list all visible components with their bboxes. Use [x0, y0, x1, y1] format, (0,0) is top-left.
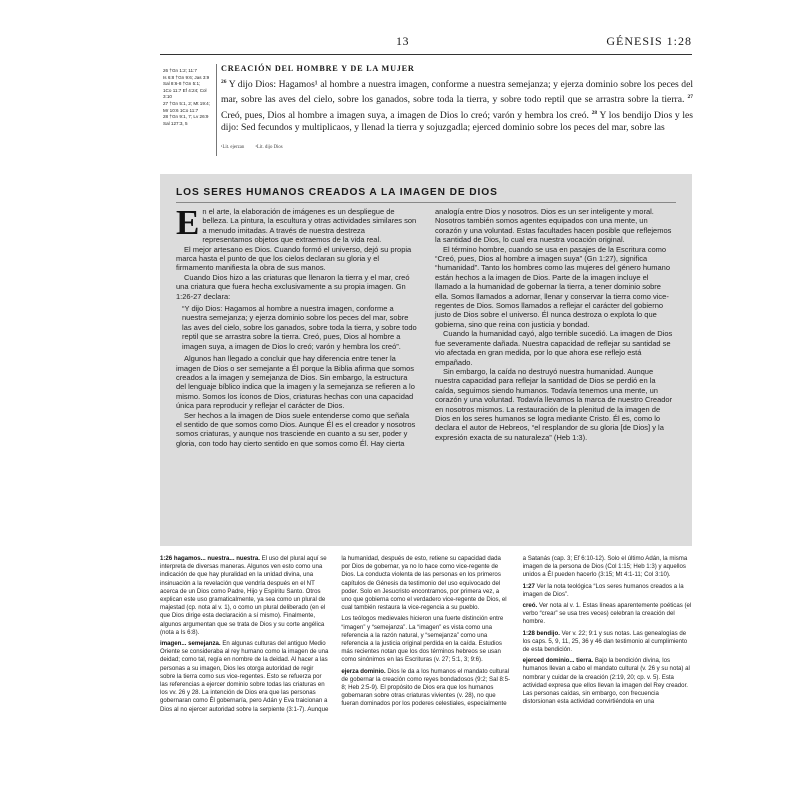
verse-number: 28	[591, 109, 598, 116]
essay-paragraph: Cuando la humanidad cayó, algo terrible sucedió. La imagen de Dios fue severamente dañada. Nuestra capacidad de reflejar su santidad se vio afectada en gran medida, por lo que ahora ese reflejo está empañado.	[435, 329, 673, 367]
essay-body	[176, 203, 676, 540]
scripture-text	[221, 64, 693, 134]
study-note: creó. Ver nota al v. 1. Estas líneas aparentemente poéticas (el verbo “crear” se usa tres veces) celebran la creación del hombre.	[522, 602, 692, 626]
cross-reference-column	[163, 68, 213, 127]
header-rule	[160, 54, 692, 55]
study-note: Los teólogos medievales hicieron una fuerte distinción entre “imagen” y “semejanza”. La “imagen” es vista como una referencia a la razón natural, y “semejanza” como una referencia a la justicia original perdida en la caída. Estudios más recientes notan que los dos términos hebreos se usan como sinónimos en las Escrituras (v. 27; 5:1, 3; 9:6).	[341, 615, 504, 664]
drop-cap: E	[176, 203, 200, 242]
verse-block	[221, 76, 693, 134]
note-ref: ejerced dominio... tierra.	[522, 657, 594, 665]
essay-title-rule	[176, 202, 676, 203]
footnotes	[221, 145, 293, 150]
book-reference: GÉNESIS 1:28	[606, 34, 692, 48]
note-ref: creó.	[522, 602, 538, 610]
cross-ref: 1Co 11:7 Ef 4:24; Col 3:10	[163, 87, 207, 100]
note-ref: 1:28 bendijo.	[522, 629, 560, 637]
study-note: 1:26 hagamos... nuestra... nuestra. El uso del plural aquí se interpreta de diversas maneras. Algunos ven esto como una indicación de que hay pluralidad en la unidad divina, una insinuación a la revelación que vendría después en el NT acerca de un Dios como Padre, Hijo y Espíritu Santo. Otros explican este uso gramaticalmente, ya sea como un plural de majestad (cp. nota al v. 1), o como un plural deliberado (en el que Dios dirige esta declaración a sí mismo). Finalmente, algunos argumentan que se trata de Dios y su corte angélica (nota a Is 6:8).	[160, 555, 327, 636]
essay-quote: “Y dijo Dios: Hagamos al hombre a nuestra imagen, conforme a nuestra semejanza; y ejerza dominio sobre los peces del mar, sobre las aves del cielo, sobre los ganados, sobre toda la tierra, y sobre todo reptil que se arrastra sobre la tierra. Creó, pues, Dios al hombre a imagen suya, a imagen de Dios lo creó; varón y hembra los creó”.	[182, 304, 417, 351]
essay-paragraph: El mejor artesano es Dios. Cuando formó el universo, dejó su propia marca hasta el punto de que los cielos declaran su gloria y el firmamento manifiesta la obra de sus manos.	[176, 244, 412, 273]
cross-ref: 28 †Gn 9:1, 7; Lv 26:9	[163, 114, 209, 120]
essay-title: LOS SERES HUMANOS CREADOS A LA IMAGEN DE DIOS	[176, 187, 498, 198]
column-divider	[216, 64, 217, 156]
essay-paragraph: Ser hechos a la imagen de Dios suele entenderse como que señala el sentido de que somos como Dios. Aunque Él es el creador y nosotros somos criaturas, y aunque nos trasciende en cuanto a su ser, poder y gloria, con todo hay cierto sentido en que somos como Él. Hay cierta analogía entre Dios y nosotros. Dios es un ser inteligente y moral. Nosotros también somos agentes equipados con una mente, un corazón y una voluntad. Estas facultades hacen posible que reflejemos la santidad de Dios, lo cual era nuestra vocación original.	[176, 207, 672, 448]
footnote: ²Lit. dijo Dios	[255, 145, 283, 150]
theology-essay-box	[160, 174, 692, 546]
essay-paragraph: En el arte, la elaboración de imágenes es un despliegue de belleza. La pintura, la escultura y otras actividades similares son a menudo imitadas. A través de nuestra destreza representamos objetos que extraemos de la vida real.	[176, 203, 417, 245]
verse-26: Y dijo Dios: Hagamos¹ al hombre a nuestra imagen, conforme a nuestra semejanza; y ejerza dominio sobre los peces del mar, sobre las aves del cielo, sobre los ganados, sobre toda la tierra, y sobre todo reptil que se arrastra sobre la tierra.	[221, 79, 693, 106]
study-note: ejerza dominio. Dios le da a los humanos el mandato cultural de gobernar la creación como reyes bondadosos (9:2; Sal 8:5-8; Heb 2:5-9). El propósito de Dios era que los humanos gobernaran sobre otras criaturas vivientes (v. 28), no que fueran dominados por los poderes celestiales, especialmente a Satanás (cap. 3; Ef 6:10-12). Solo el último Adán, la misma imagen de la persona de Dios (Col 1:15; Heb 1:3) y aquellos unidos a Él pueden hacerlo (3:15; Mt 4:1-11; Col 3:10).	[341, 555, 688, 708]
study-note: 1:28 bendijo. Ver v. 22; 9:1 y sus notas. Las genealogías de los caps. 5, 9, 11, 25, 36 y 46 dan testimonio al cumplimiento de esta bendición.	[522, 629, 688, 654]
verse-28: Y los bendijo Dios y les dijo: Sed fecundos y multiplicaos, y llenad la tierra y sojuzgadla; ejerced dominio sobre los peces del mar, sobre las	[221, 109, 693, 134]
section-heading: CREACIÓN DEL HOMBRE Y DE LA MUJER	[221, 64, 415, 73]
cross-ref: Is 6:8 †Gn 9:6; Jas 3:9	[163, 74, 210, 80]
running-header	[160, 34, 692, 54]
essay-paragraph: Cuando Dios hizo a las criaturas que llenaron la tierra y el mar, creó una criatura que fuera hecha exclusivamente a su propia imagen. Gn 1:26-27 declara:	[176, 272, 410, 301]
page-number: 13	[396, 34, 409, 48]
study-notes	[160, 555, 692, 800]
cross-ref: Mr 10:6 1Co 11:7	[163, 107, 199, 113]
essay-paragraph: Sin embargo, la caída no destruyó nuestra humanidad. Aunque nuestra capacidad para reflejar la santidad de Dios se perdió en la caída, seguimos siendo humanos. Todavía tenemos una mente, un corazón y una voluntad. Todavía llevamos la marca de nuestro Creador en nosotros mismos. La restauración de la plenitud de la imagen de Dios en los seres humanos se logra mediante Cristo. Él es, como lo declara el autor de Hebreos, “el resplandor de su gloria [de Dios] y la expresión exacta de su naturaleza” (Heb 1:3).	[435, 366, 673, 442]
verse-number: 27	[687, 94, 693, 101]
note-ref: 1:27	[522, 582, 535, 590]
verse-27: Creó, pues, Dios al hombre a imagen suya, a imagen de Dios lo creó; varón y hembra los creó.	[221, 109, 589, 121]
essay-paragraph: Algunos han llegado a concluir que hay diferencia entre tener la imagen de Dios o ser semejante a Él porque la Biblia afirma que somos creados a la imagen y semejanza de Dios. Sin embargo, la estructura del lenguaje bíblico indica que la imagen y la semejanza se refieren a lo mismo. Somos los íconos de Dios, criaturas hechas con una capacidad única para reproducir y reflejar el carácter de Dios.	[176, 354, 415, 411]
note-ref: ejerza dominio.	[341, 667, 386, 675]
cross-ref: Sal 127:3, 5	[163, 120, 188, 126]
note-ref: 1:26 hagamos... nuestra... nuestra.	[160, 555, 260, 562]
study-note: ejerced dominio... tierra. Bajo la bendición divina, los humanos llevan a cabo el mandato cultural (v. 26 y su nota) al nombrar y cuidar de la creación (2:19, 20; cp. v. 5). Esta actividad expresa que ellos llevan la imagen del Rey creador. Las personas caídas, sin embargo, con frecuencia distorsionan esta actividad convirtiéndola en una	[522, 657, 690, 706]
verse-number: 26	[221, 79, 227, 85]
cross-ref: 26 †Gn 1:2; 11:7	[163, 68, 197, 73]
footnote: ¹Lit. ejerzan	[221, 145, 245, 150]
cross-ref: 27 †Gn 5:1, 2; Mt 19:4;	[163, 100, 210, 106]
study-note: 1:27 Ver la nota teológica “Los seres humanos creados a la imagen de Dios”.	[522, 582, 684, 598]
essay-paragraph: El término hombre, cuando se usa en pasajes de la Escritura como “Creó, pues, Dios al hombre a imagen suya” (Gn 1:27), significa “humanidad”. Tanto los hombres como las mujeres del género humano están hechos a la imagen de Dios. Parte de la imagen incluye el llamado a la humanidad de gobernar la tierra, a tener dominio sobre ella. Somos llamados a adornar, llenar y conservar la tierra como vice-regentes de Dios. Somos llamados a reflejar el carácter del gobierno justo de Dios sobre el universo. Él nunca destroza o explota lo que gobierna, sino que reina con justicia y bondad.	[435, 244, 670, 329]
note-ref: imagen... semejanza.	[160, 640, 221, 648]
cross-ref: Sal 8:6-8 †Gn 5:1;	[163, 81, 201, 87]
study-note: imagen... semejanza. En algunas culturas del antiguo Medio Oriente se consideraba al rey humano como la imagen de una deidad; como tal, regía en nombre de la deidad. Al hacer a las personas a su imagen, Dios les otorga autoridad de regir sobre la tierra como sus vice-regentes. Esto se refuerza por las referencias a ejercer dominio sobre todas las criaturas en los vv. 26 y 28. La intención de Dios era que las personas gobernaran como Él gobernaría, pero Adán y Eva traicionan a Dios al no ejercer autoridad sobre la serpiente (3:1-7). Aunque la humanidad, después de esto, retiene su capacidad dada por Dios de gobernar, ya no lo hace como vice-regente de Dios. La conducta violenta de las personas en los primeros capítulos de Génesis da testimonio del uso equivocado del poder. Solo en Jesucristo encontramos, por primera vez, a uno que gobierna como el verdadero vice-regente de Dios, el cual también restaura la vice-regencia a su pueblo.	[160, 555, 507, 713]
